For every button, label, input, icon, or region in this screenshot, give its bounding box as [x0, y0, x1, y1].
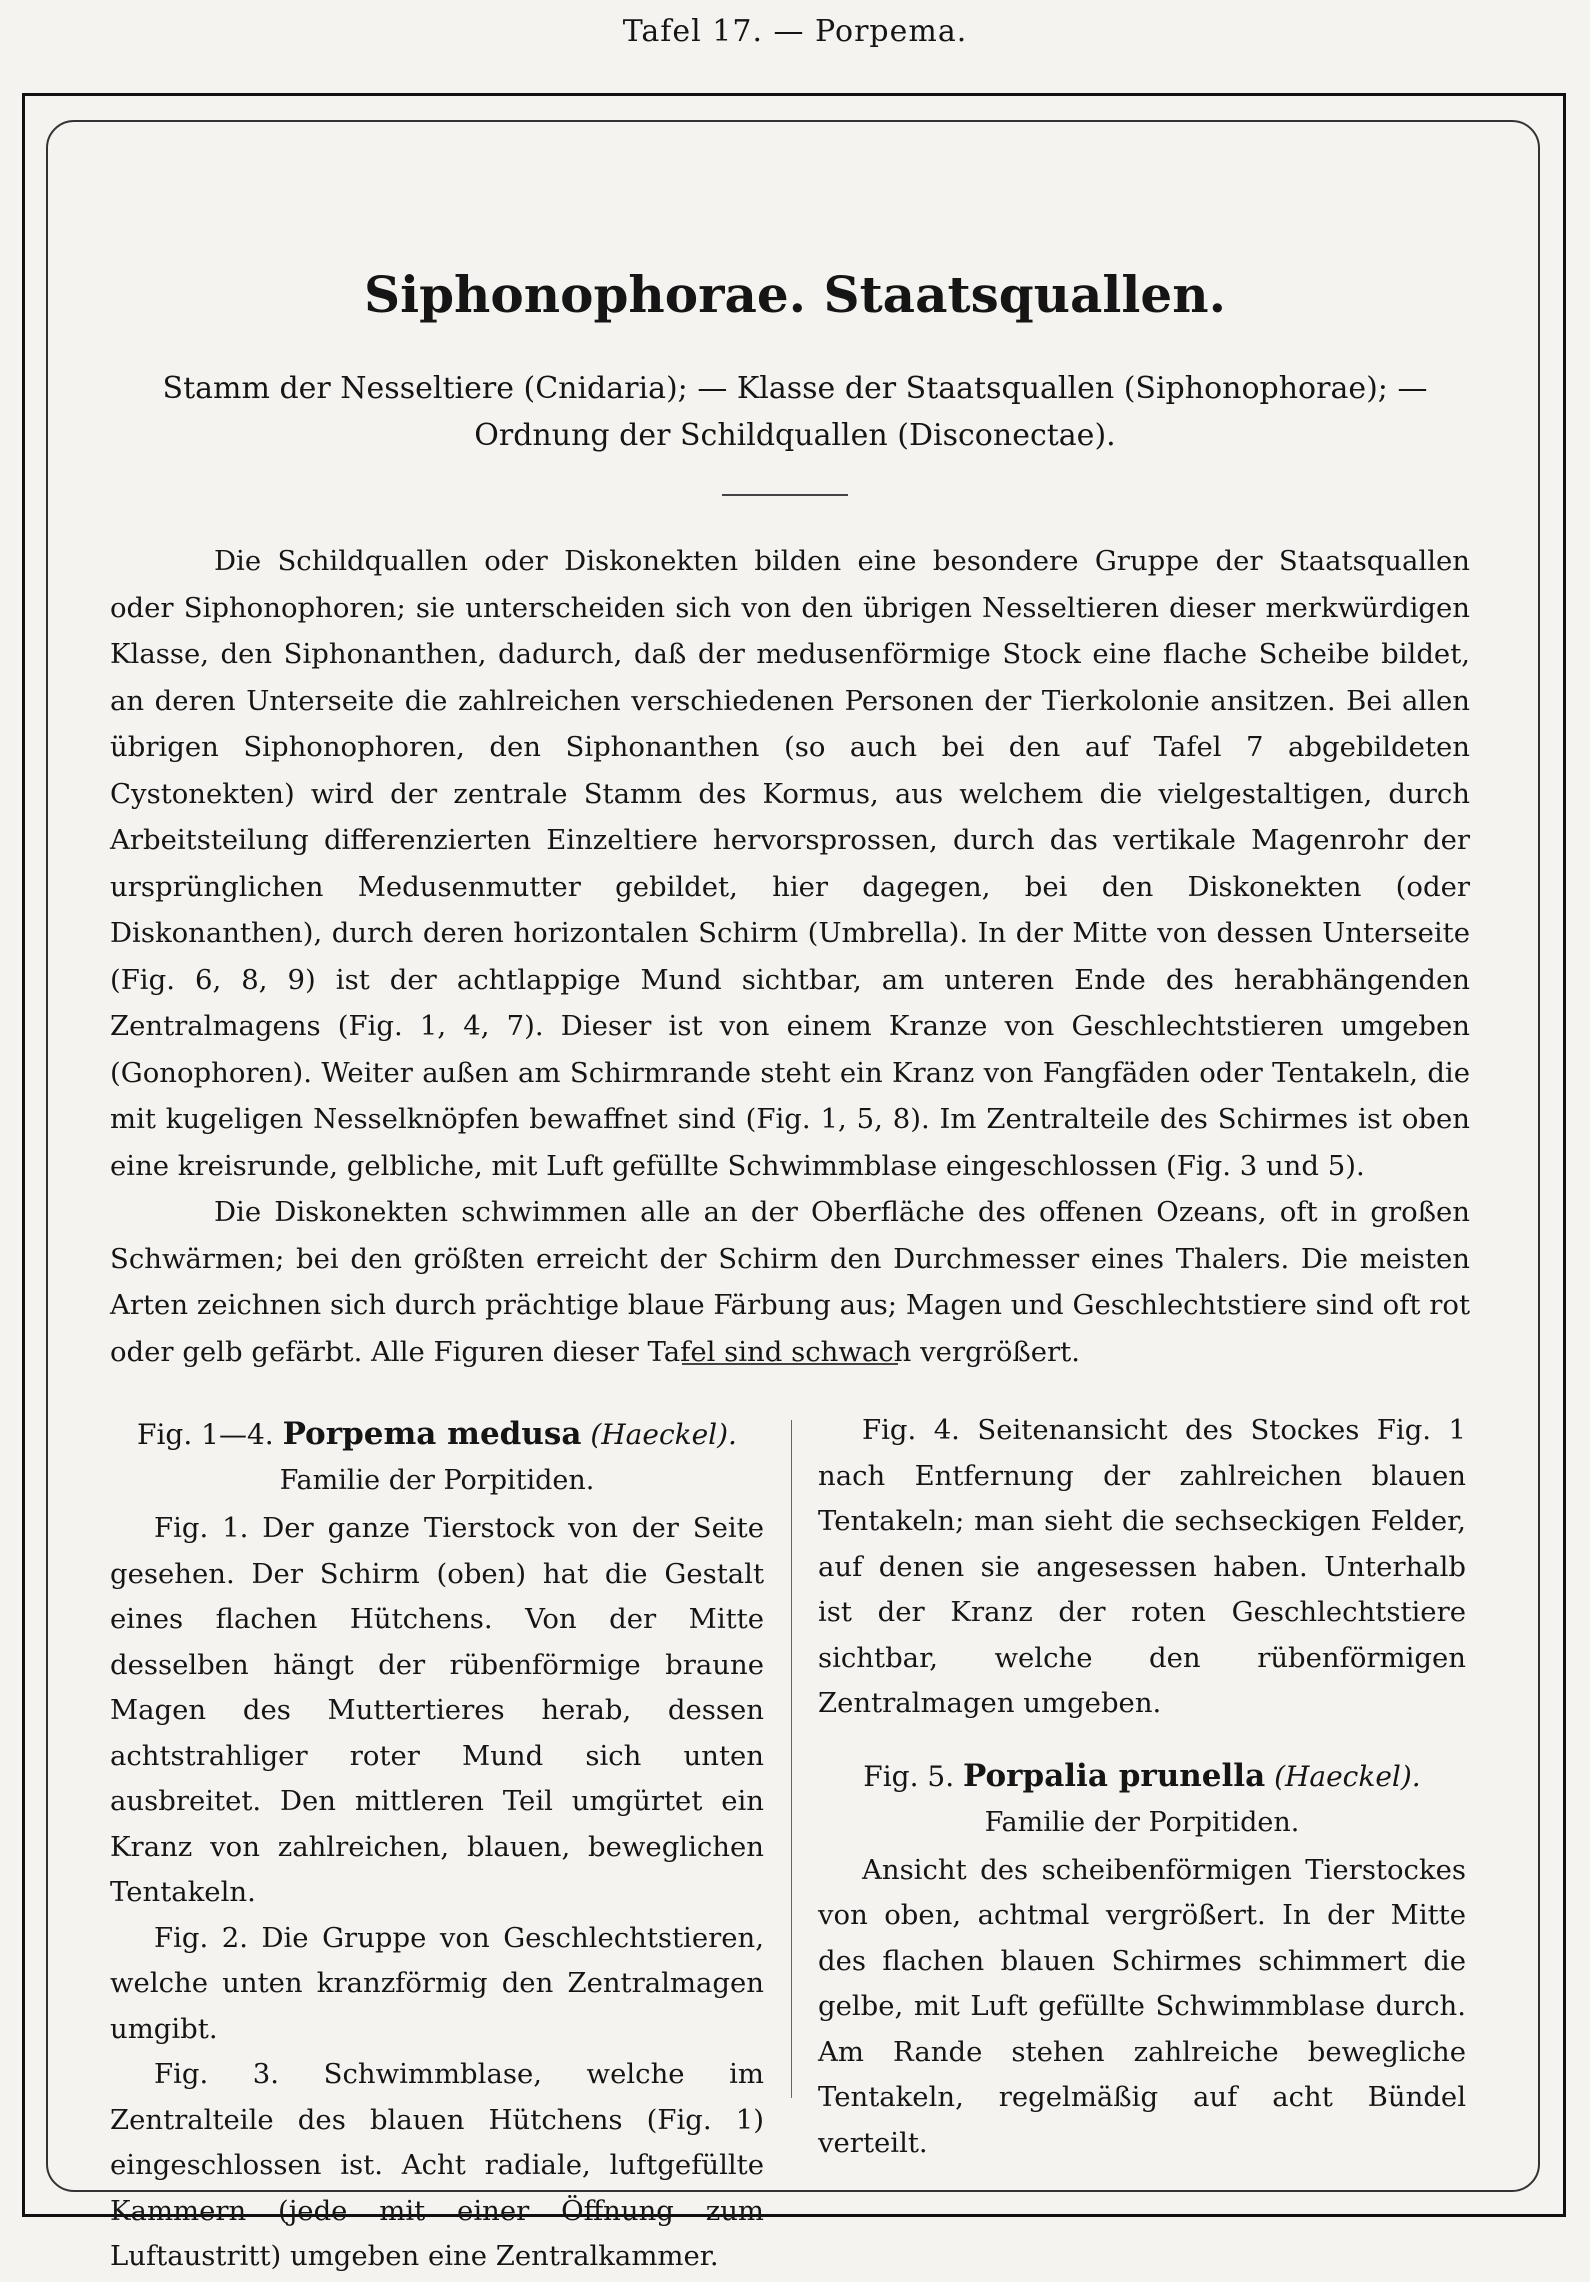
fig-heading-5	[818, 1753, 1466, 1800]
fig-heading-prefix: Fig. 1—4.	[137, 1418, 274, 1451]
fig-1-description: Fig. 1. Der ganze Tierstock von der Seite gesehen. Der Schirm (oben) hat die Gestalt eines flachen Hütchens. Von der Mitte desselben hängt der rübenförmige braune Magen des Muttertieres herab, dessen achtstrahliger roter Mund sich unten ausbreitet. Den mittleren Teil umgürtet ein Kranz von zahlreichen, blauen, beweglichen Tentakeln.	[110, 1512, 764, 1908]
subtitle	[100, 365, 1490, 459]
species-name: Porpalia prunella	[963, 1757, 1266, 1794]
subtitle-line-1: Stamm der Nesseltiere (Cnidaria); — Klasse der Staatsquallen (Siphonophorae); —	[162, 371, 1428, 406]
fig-2-description: Fig. 2. Die Gruppe von Geschlechtstieren, welche unten kranzförmig den Zentralmagen umgibt.	[110, 1921, 764, 2045]
intro-text	[110, 538, 1470, 1375]
fig-5-description: Ansicht des scheibenförmigen Tierstockes von oben, achtmal vergrößert. In der Mitte des flachen blauen Schirmes schimmert die gelbe, mit Luft gefüllte Schwimmblase durch. Am Rande stehen zahlreiche bewegliche Tentakeln, regelmäßig auf acht Bündel verteilt.	[818, 1853, 1466, 2159]
short-divider-middle	[682, 1363, 898, 1365]
fig-heading-prefix: Fig. 5.	[863, 1759, 955, 1793]
left-column	[110, 1411, 764, 2280]
species-author: (Haeckel).	[590, 1418, 737, 1451]
intro-paragraph-1: Die Schildquallen oder Diskonekten bilden eine besondere Gruppe der Staatsquallen oder Siphonophoren; sie unterscheiden sich von den übrigen Nesseltieren dieser merkwürdigen Klasse, den Siphonanthen, dadurch, daß der medusenförmige Stock eine flache Scheibe bildet, an deren Unterseite die zahlreichen verschiedenen Personen der Tierkolonie ansitzen. Bei allen übrigen Siphonophoren, den Siphonanthen (so auch bei den auf Tafel 7 abgebildeten Cystonekten) wird der zentrale Stamm des Kormus, aus welchem die vielgestaltigen, durch Arbeitsteilung differenzierten Einzeltiere hervorsprossen, durch das vertikale Magenrohr der ursprünglichen Medusenmutter gebildet, hier dagegen, bei den Diskonekten (oder Diskonanthen), durch deren horizontalen Schirm (Umbrella). In der Mitte von dessen Unterseite (Fig. 6, 8, 9) ist der achtlappige Mund sichtbar, am unteren Ende des herabhängenden Zentralmagens (Fig. 1, 4, 7). Dieser ist von einem Kranze von Geschlechtstieren umgeben (Gonophoren). Weiter außen am Schirmrande steht ein Kranz von Fangfäden oder Tentakeln, die mit kugeligen Nesselknöpfen bewaffnet sind (Fig. 1, 5, 8). Im Zentralteile des Schirmes ist oben eine kreisrunde, gelbliche, mit Luft gefüllte Schwimmblase eingeschlossen (Fig. 3 und 5).	[110, 545, 1470, 1182]
family-name: Familie der Porpitiden.	[984, 1806, 1300, 1838]
fig-heading-1-4	[110, 1411, 764, 1458]
page-title: Siphonophorae. Staatsquallen.	[363, 265, 1226, 324]
species-author: (Haeckel).	[1274, 1759, 1421, 1793]
fig-4-description: Fig. 4. Seitenansicht des Stockes Fig. 1 nach Entfernung der zahlreichen blauen Tentakeln; man sieht die sechseckigen Felder, auf denen sie angesessen haben. Unterhalb ist der Kranz der roten Geschlechtstiere sichtbar, welche den rübenförmigen Zentralmagen umgeben.	[818, 1414, 1466, 1719]
short-divider-top	[722, 494, 848, 496]
intro-paragraph-2: Die Diskonekten schwimmen alle an der Oberfläche des offenen Ozeans, oft in großen Schwärmen; bei den größten erreicht der Schirm den Durchmesser eines Thalers. Die meisten Arten zeichnen sich durch prächtige blaue Färbung aus; Magen und Geschlechtstiere sind oft rot oder gelb gefärbt. Alle Figuren dieser Tafel sind schwach vergrößert.	[110, 1196, 1470, 1368]
right-column	[818, 1408, 1466, 2166]
column-divider	[791, 1420, 792, 2098]
species-name: Porpema medusa	[282, 1416, 582, 1452]
family-name: Familie der Porpitiden.	[279, 1465, 595, 1496]
fig-3-description: Fig. 3. Schwimmblase, welche im Zentralteile des blauen Hütchens (Fig. 1) eingeschlossen ist. Acht radiale, luftgefüllte Kammern (jede mit einer Öffnung zum Luftaustritt) umgeben eine Zentralkammer.	[110, 2058, 764, 2272]
subtitle-line-2: Ordnung der Schildquallen (Disconectae).	[474, 418, 1116, 453]
running-head: Tafel 17. — Porpema.	[622, 14, 968, 49]
